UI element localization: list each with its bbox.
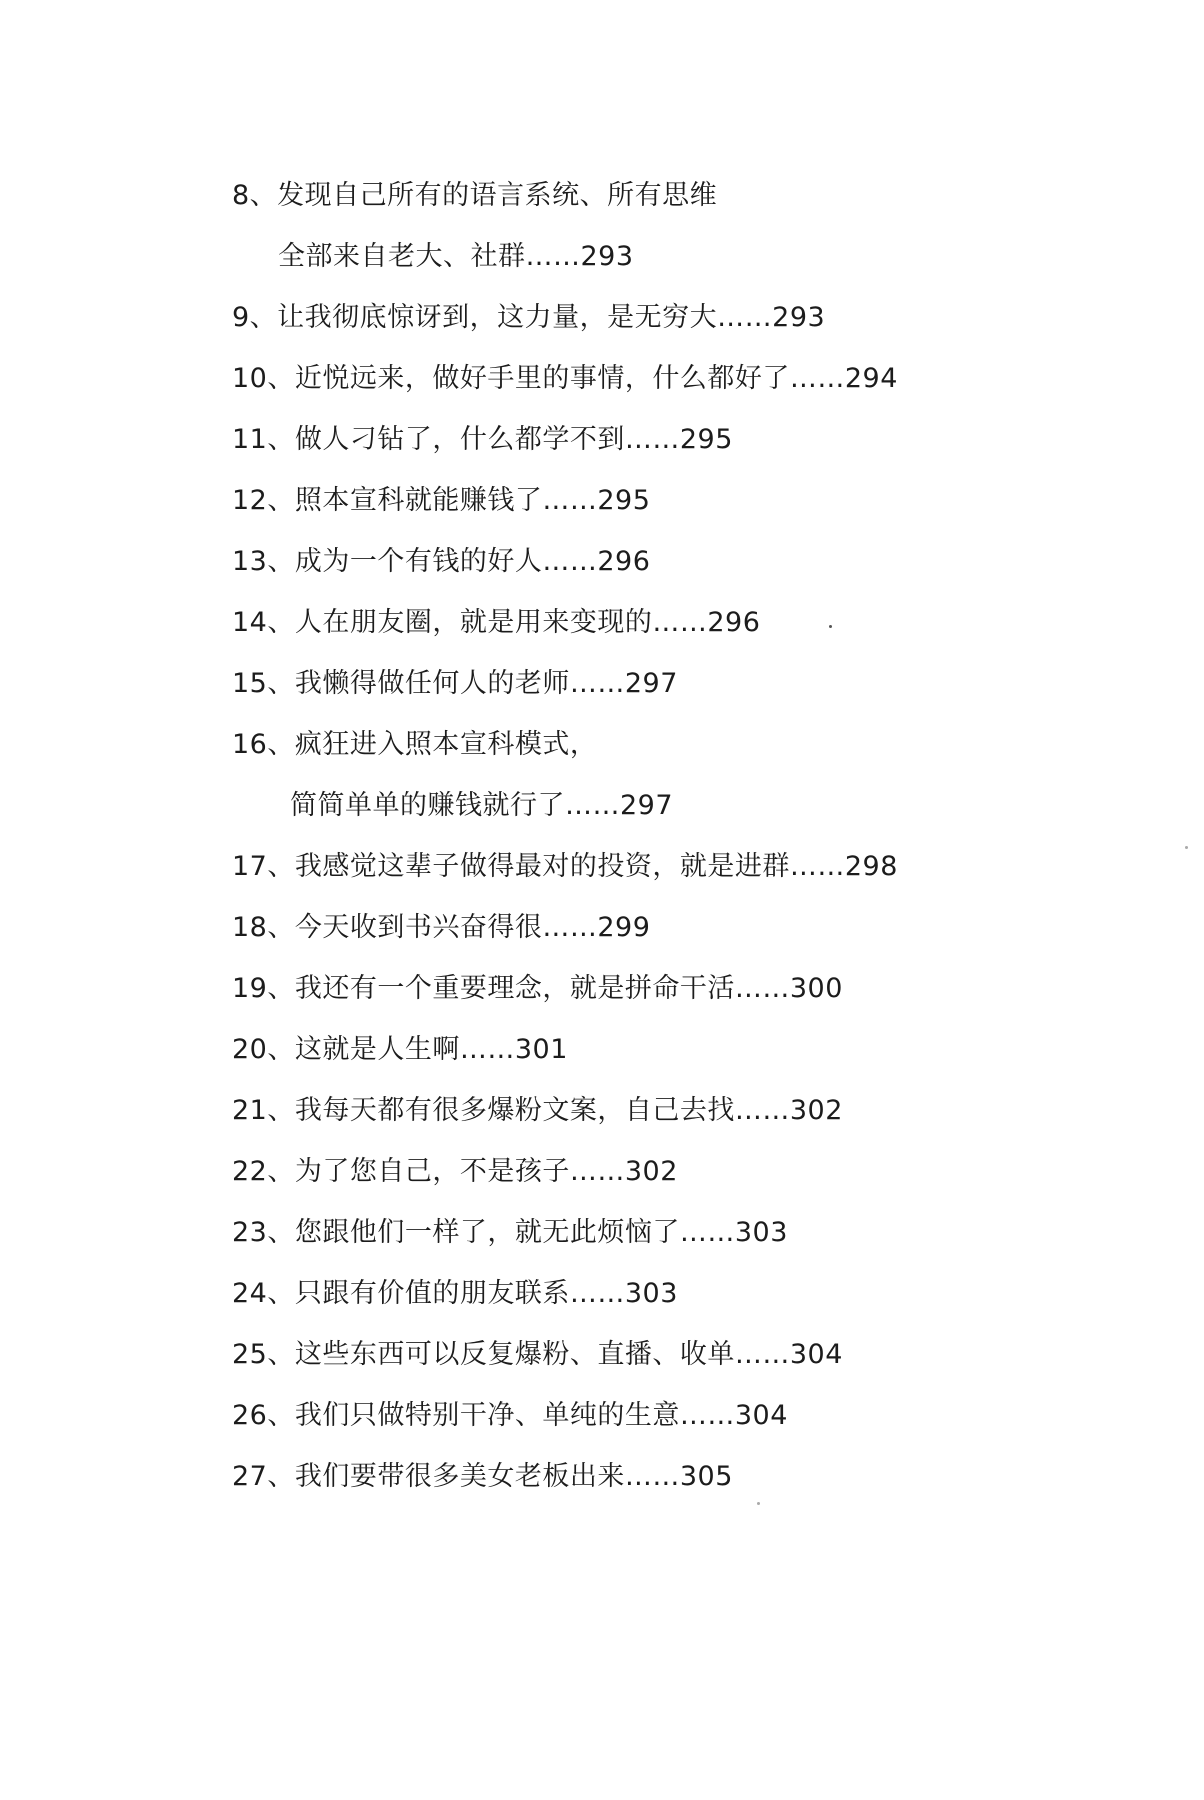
toc-entry-13: 13、成为一个有钱的好人……296 — [232, 546, 651, 577]
toc-entry-20: 20、这就是人生啊……301 — [232, 1034, 568, 1065]
toc-entry-17: 17、我感觉这辈子做得最对的投资，就是进群……298 — [232, 851, 898, 882]
toc-entry-14: 14、人在朋友圈，就是用来变现的……296 — [232, 607, 761, 638]
toc-entry-19: 19、我还有一个重要理念，就是拼命干活……300 — [232, 973, 843, 1004]
toc-entry-27: 27、我们要带很多美女老板出来……305 — [232, 1461, 733, 1492]
toc-entry-26: 26、我们只做特别干净、单纯的生意……304 — [232, 1400, 788, 1431]
scan-speck — [829, 625, 832, 628]
toc-entry-16: 16、疯狂进入照本宣科模式， — [232, 729, 598, 760]
toc-entry-9: 9、让我彻底惊讶到，这力量，是无穷大……293 — [232, 302, 826, 333]
toc-entry-12: 12、照本宣科就能赚钱了……295 — [232, 485, 651, 516]
toc-entry-15: 15、我懒得做任何人的老师……297 — [232, 668, 678, 699]
scan-speck — [1185, 846, 1188, 849]
toc-entry-8: 8、发现自己所有的语言系统、所有思维 — [232, 180, 718, 211]
toc-entry-8-continuation: 全部来自老大、社群……293 — [278, 241, 634, 272]
toc-entry-10: 10、近悦远来，做好手里的事情，什么都好了……294 — [232, 363, 898, 394]
toc-entry-25: 25、这些东西可以反复爆粉、直播、收单……304 — [232, 1339, 843, 1370]
toc-entry-21: 21、我每天都有很多爆粉文案，自己去找……302 — [232, 1095, 843, 1126]
table-of-contents — [232, 165, 1132, 1507]
toc-entry-11: 11、做人刁钻了，什么都学不到……295 — [232, 424, 733, 455]
toc-entry-23: 23、您跟他们一样了，就无此烦恼了……303 — [232, 1217, 788, 1248]
toc-entry-18: 18、今天收到书兴奋得很……299 — [232, 912, 651, 943]
scan-speck — [757, 1502, 760, 1505]
toc-entry-16-continuation: 简简单单的赚钱就行了……297 — [290, 790, 674, 821]
toc-entry-22: 22、为了您自己，不是孩子……302 — [232, 1156, 678, 1187]
toc-entry-24: 24、只跟有价值的朋友联系……303 — [232, 1278, 678, 1309]
